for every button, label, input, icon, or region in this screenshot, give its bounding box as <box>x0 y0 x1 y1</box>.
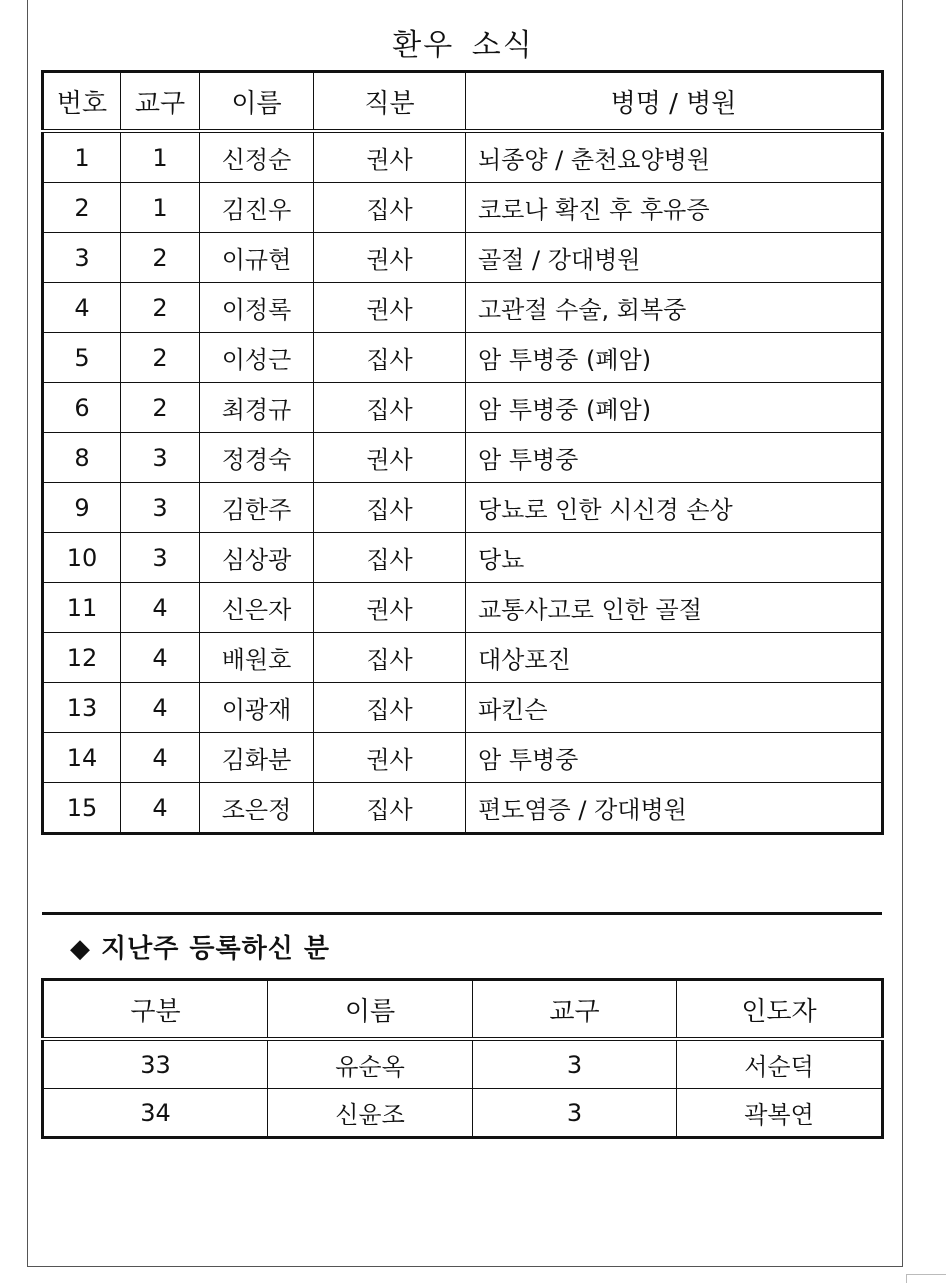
table-row <box>43 683 883 733</box>
newcomers-header-row <box>43 980 883 1040</box>
table-row <box>43 733 883 783</box>
cell-number: 5 <box>43 333 121 383</box>
cell-illness: 당뇨로 인한 시신경 손상 <box>466 483 883 533</box>
cell-district: 3 <box>121 533 200 583</box>
section-title: 환우 소식 <box>392 28 534 63</box>
cell-position: 집사 <box>314 683 466 733</box>
cell-category: 33 <box>43 1039 268 1089</box>
diamond-bullet-icon: ◆ <box>70 934 91 964</box>
cell-position: 집사 <box>314 333 466 383</box>
cell-name: 심상광 <box>200 533 314 583</box>
newcomers-heading <box>70 928 330 965</box>
cell-illness: 코로나 확진 후 후유증 <box>466 183 883 233</box>
header-name: 이름 <box>268 980 473 1040</box>
table-row <box>43 131 883 183</box>
cell-number: 14 <box>43 733 121 783</box>
table-row <box>43 533 883 583</box>
cell-number: 13 <box>43 683 121 733</box>
cell-number: 3 <box>43 233 121 283</box>
cell-name: 김한주 <box>200 483 314 533</box>
table-row <box>43 483 883 533</box>
cell-name: 이정록 <box>200 283 314 333</box>
header-number: 번호 <box>43 72 121 132</box>
patients-table <box>41 70 884 835</box>
cell-number: 9 <box>43 483 121 533</box>
cell-name: 김화분 <box>200 733 314 783</box>
cell-guide: 서순덕 <box>677 1039 883 1089</box>
cell-position: 집사 <box>314 783 466 834</box>
header-illness: 병명 / 병원 <box>466 72 883 132</box>
cell-name: 신윤조 <box>268 1089 473 1138</box>
cell-district: 3 <box>473 1039 677 1089</box>
cell-position: 권사 <box>314 233 466 283</box>
section-divider <box>42 912 882 915</box>
cell-name: 최경규 <box>200 383 314 433</box>
header-district: 교구 <box>121 72 200 132</box>
cell-position: 권사 <box>314 433 466 483</box>
cell-name: 김진우 <box>200 183 314 233</box>
cell-district: 2 <box>121 233 200 283</box>
cell-illness: 암 투병중 <box>466 433 883 483</box>
cell-number: 15 <box>43 783 121 834</box>
table-row <box>43 433 883 483</box>
cell-number: 10 <box>43 533 121 583</box>
cell-district: 4 <box>121 683 200 733</box>
cell-number: 12 <box>43 633 121 683</box>
cell-illness: 골절 / 강대병원 <box>466 233 883 283</box>
cell-position: 권사 <box>314 283 466 333</box>
cell-district: 3 <box>473 1089 677 1138</box>
newcomers-title: 지난주 등록하신 분 <box>101 934 331 964</box>
header-guide: 인도자 <box>677 980 883 1040</box>
cell-illness: 파킨슨 <box>466 683 883 733</box>
cell-name: 신정순 <box>200 131 314 183</box>
header-district: 교구 <box>473 980 677 1040</box>
cell-category: 34 <box>43 1089 268 1138</box>
cell-name: 이성근 <box>200 333 314 383</box>
cell-name: 조은정 <box>200 783 314 834</box>
table-row <box>43 333 883 383</box>
table-row <box>43 283 883 333</box>
table-row <box>43 633 883 683</box>
cell-number: 11 <box>43 583 121 633</box>
newcomers-table <box>41 978 884 1139</box>
cell-name: 정경숙 <box>200 433 314 483</box>
table-row <box>43 1039 883 1089</box>
cell-name: 배원호 <box>200 633 314 683</box>
table-row <box>43 583 883 633</box>
cell-illness: 편도염증 / 강대병원 <box>478 796 687 824</box>
table-row <box>43 383 883 433</box>
cell-name: 신은자 <box>200 583 314 633</box>
cell-district: 3 <box>121 483 200 533</box>
cell-illness: 대상포진 <box>466 633 883 683</box>
cell-guide: 곽복연 <box>744 1101 814 1129</box>
cell-number: 8 <box>43 433 121 483</box>
table-row <box>43 1089 883 1138</box>
patients-header-row <box>43 72 883 132</box>
cell-illness: 뇌종양 / 춘천요양병원 <box>466 131 883 183</box>
cell-district: 4 <box>121 583 200 633</box>
cell-district: 4 <box>121 633 200 683</box>
cell-number: 2 <box>43 183 121 233</box>
cell-district: 2 <box>121 383 200 433</box>
cell-position: 권사 <box>314 583 466 633</box>
cell-position: 권사 <box>314 131 466 183</box>
cell-illness: 암 투병중 <box>466 733 883 783</box>
cell-position: 집사 <box>314 533 466 583</box>
cell-name: 유순옥 <box>268 1039 473 1089</box>
cell-name: 이광재 <box>200 683 314 733</box>
cell-district: 1 <box>121 183 200 233</box>
cell-position: 집사 <box>314 183 466 233</box>
cell-district: 2 <box>121 333 200 383</box>
cell-illness: 암 투병중 (폐암) <box>466 333 883 383</box>
cell-position: 집사 <box>314 383 466 433</box>
table-row <box>43 233 883 283</box>
header-position: 직분 <box>314 72 466 132</box>
table-row <box>43 783 883 834</box>
cell-position: 권사 <box>314 733 466 783</box>
cell-district: 2 <box>121 283 200 333</box>
cell-number: 4 <box>43 283 121 333</box>
cell-position: 집사 <box>314 633 466 683</box>
cell-illness: 교통사고로 인한 골절 <box>466 583 883 633</box>
cell-illness: 암 투병중 (폐암) <box>466 383 883 433</box>
page-corner-mark <box>906 1274 946 1283</box>
header-name: 이름 <box>200 72 314 132</box>
table-row <box>43 183 883 233</box>
cell-district: 3 <box>121 433 200 483</box>
cell-name: 이규현 <box>200 233 314 283</box>
cell-district: 1 <box>121 131 200 183</box>
cell-number: 1 <box>43 131 121 183</box>
cell-illness: 당뇨 <box>466 533 883 583</box>
cell-number: 6 <box>43 383 121 433</box>
cell-illness: 고관절 수술, 회복중 <box>466 283 883 333</box>
cell-district: 4 <box>121 783 200 834</box>
cell-district: 4 <box>121 733 200 783</box>
cell-position: 집사 <box>314 483 466 533</box>
header-category: 구분 <box>43 980 268 1040</box>
